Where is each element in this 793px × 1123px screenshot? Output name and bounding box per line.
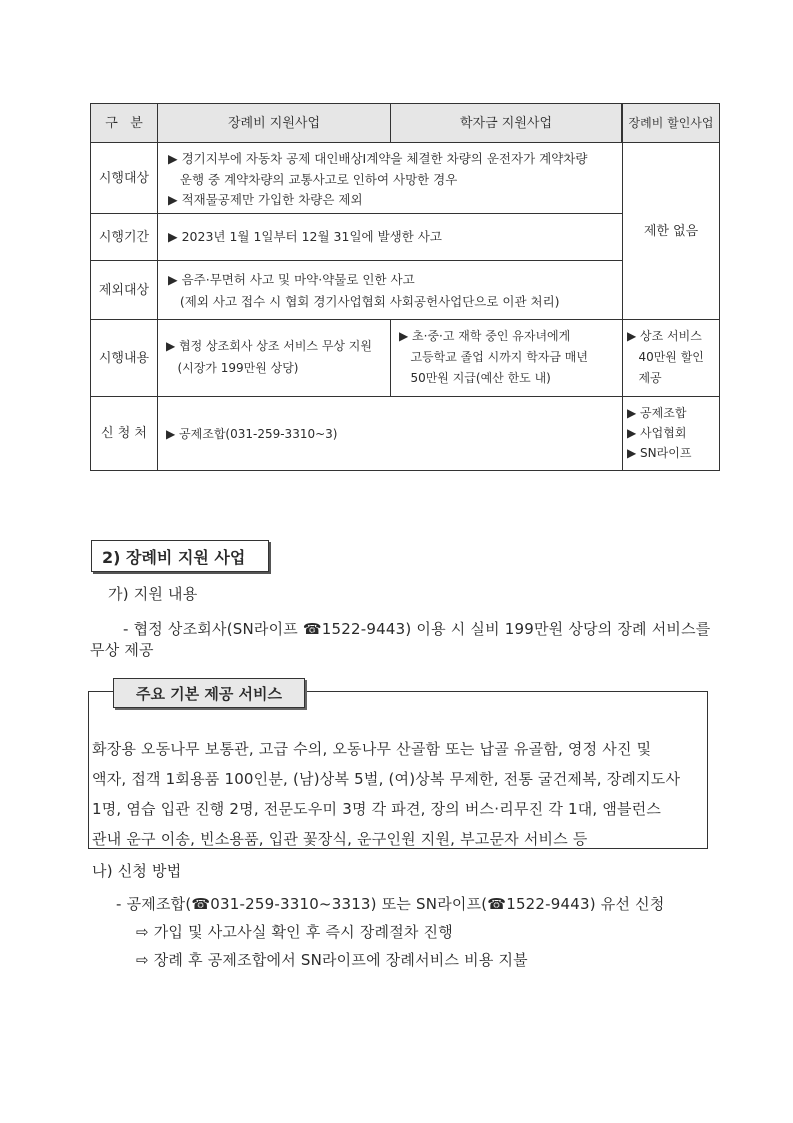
- apply-discount-line-1: ▶ 공제조합: [627, 406, 687, 420]
- discount-no-limit-cell: [622, 142, 720, 320]
- content-discount-line-2: 40만원 할인: [627, 350, 704, 364]
- row-label-content: [90, 319, 158, 397]
- header-funeral-discount: [622, 103, 720, 143]
- exclusion-cell: [157, 260, 623, 320]
- apply-cell: [157, 396, 623, 471]
- header-scholarship-support-text: 학자금 지원사업: [459, 115, 553, 131]
- services-line-3: 1명, 염습 입관 진행 2명, 전문도우미 3명 각 파견, 장의 버스·리무진 각 1대, 앰블런스: [92, 800, 662, 818]
- section-title: 2) 장례비 지원 사업: [102, 547, 246, 567]
- services-list: [92, 734, 680, 854]
- header-funeral-support-text: 장례비 지원사업: [227, 115, 321, 131]
- content-discount-line-1: ▶ 상조 서비스: [627, 329, 702, 343]
- row-label-apply: [90, 396, 158, 471]
- target-line-3: ▶ 적재물공제만 가입한 차량은 제외: [168, 192, 363, 207]
- row-label-target-text: 시행대상: [98, 170, 150, 186]
- content-funeral-cell: [157, 319, 391, 397]
- content-scholarship-line-2: 고등학교 졸업 시까지 학자금 매년: [399, 350, 588, 364]
- services-line-4: 관내 운구 이송, 빈소용품, 입관 꽃장식, 운구인원 지원, 부고문자 서비스 등: [92, 830, 588, 848]
- apply-discount-cell: [622, 396, 720, 471]
- exclusion-line-1: ▶ 음주·무면허 사고 및 마약·약물로 인한 사고: [168, 272, 415, 287]
- support-content-heading: 가) 지원 내용: [108, 585, 198, 603]
- header-scholarship-support: [390, 103, 622, 143]
- row-label-period-text: 시행기간: [98, 229, 150, 245]
- row-label-period: [90, 213, 158, 261]
- content-discount-line-3: 제공: [627, 371, 662, 385]
- support-content-line-1: - 협정 상조회사(SN라이프 ☎1522-9443) 이용 시 실비 199만원 상당의 장례 서비스를: [123, 620, 711, 638]
- header-category-text: 구 분: [105, 115, 143, 131]
- discount-no-limit-text: 제한 없음: [643, 223, 699, 239]
- section-title-box: [91, 540, 269, 572]
- target-line-1: ▶ 경기지부에 자동차 공제 대인배상Ⅰ계약을 체결한 차량의 운전자가 계약차량: [168, 151, 588, 166]
- row-label-content-text: 시행내용: [98, 350, 150, 366]
- content-scholarship-line-3: 50만원 지급(예산 한도 내): [399, 371, 551, 385]
- services-line-2: 액자, 접객 1회용품 100인분, (남)상복 5벌, (여)상복 무제한, 전통 굴건제복, 장례지도사: [92, 770, 681, 788]
- content-funeral-line-2: (시장가 199만원 상당): [166, 361, 299, 375]
- services-box-title: 주요 기본 제공 서비스: [135, 684, 283, 703]
- apply-method-line-3: ⇨ 장례 후 공제조합에서 SN라이프에 장례서비스 비용 지불: [136, 951, 528, 969]
- content-discount-cell: [622, 319, 720, 397]
- apply-discount-line-3: ▶ SN라이프: [627, 446, 692, 460]
- target-cell: [157, 142, 623, 214]
- exclusion-line-2: (제외 사고 접수 시 협회 경기사업협회 사회공헌사업단으로 이관 처리): [168, 294, 560, 309]
- content-scholarship-line-1: ▶ 초·중·고 재학 중인 유자녀에게: [399, 329, 571, 343]
- apply-method-line-1: - 공제조합(☎031-259-3310~3313) 또는 SN라이프(☎1522-9443) 유선 신청: [116, 895, 665, 913]
- target-line-2: 운행 중 계약차량의 교통사고로 인하여 사망한 경우: [168, 172, 458, 187]
- period-cell: [157, 213, 623, 261]
- services-line-1: 화장용 오동나무 보통관, 고급 수의, 오동나무 산골함 또는 납골 유골함, 영정 사진 및: [92, 740, 652, 758]
- apply-method-heading: 나) 신청 방법: [92, 862, 182, 880]
- content-scholarship-cell: [390, 319, 623, 397]
- support-content-line-2: 무상 제공: [90, 641, 154, 659]
- row-label-exclusion-text: 제외대상: [98, 282, 150, 298]
- apply-method-line-2: ⇨ 가입 및 사고사실 확인 후 즉시 장례절차 진행: [136, 923, 453, 941]
- header-funeral-support: [157, 103, 391, 143]
- period-text: ▶ 2023년 1월 1일부터 12월 31일에 발생한 사고: [168, 229, 442, 244]
- services-box-title-tab: [113, 678, 305, 708]
- row-label-apply-text: 신 청 처: [101, 426, 147, 441]
- header-category: [90, 103, 158, 143]
- row-label-exclusion: [90, 260, 158, 320]
- row-label-target: [90, 142, 158, 214]
- apply-text: ▶ 공제조합(031-259-3310~3): [166, 426, 338, 441]
- apply-discount-line-2: ▶ 사업협회: [627, 426, 687, 440]
- header-funeral-discount-text: 장례비 할인사업: [628, 116, 714, 130]
- content-funeral-line-1: ▶ 협정 상조회사 상조 서비스 무상 지원: [166, 339, 372, 353]
